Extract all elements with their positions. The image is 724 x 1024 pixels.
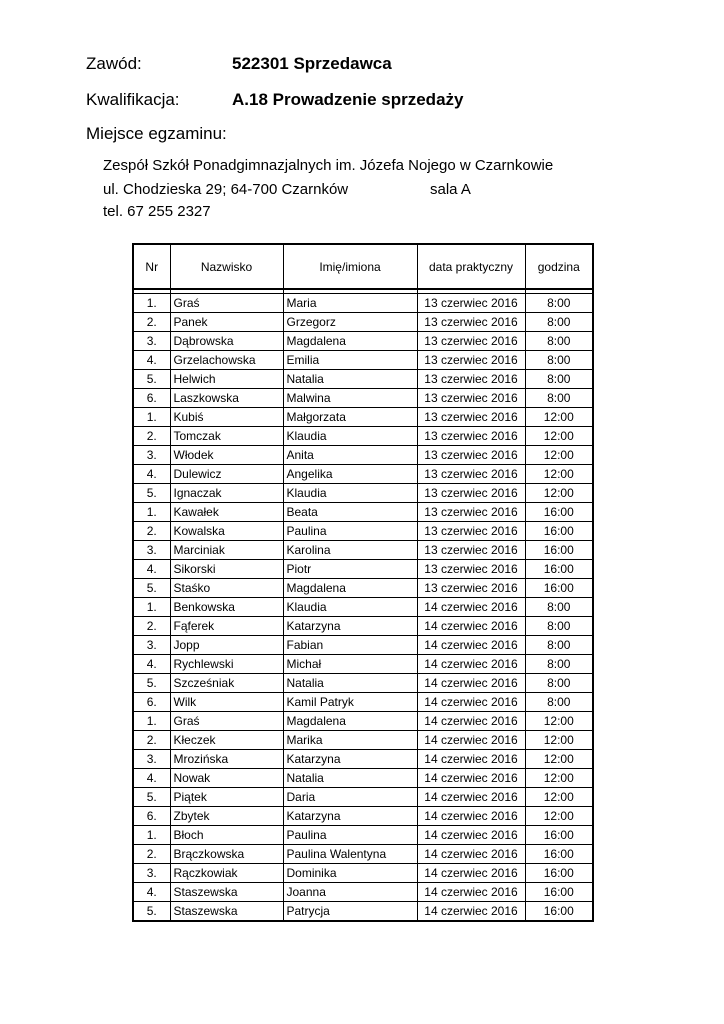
row-surname: Kawałek: [170, 503, 283, 522]
school-phone: tel. 67 255 2327: [103, 203, 211, 220]
row-time: 12:00: [525, 769, 593, 788]
row-first-name: Grzegorz: [283, 313, 417, 332]
row-time: 16:00: [525, 503, 593, 522]
row-first-name: Emilia: [283, 351, 417, 370]
row-time: 8:00: [525, 655, 593, 674]
row-date: 13 czerwiec 2016: [417, 294, 525, 313]
row-surname: Staśko: [170, 579, 283, 598]
table-row: [133, 883, 593, 902]
row-surname: Rączkowiak: [170, 864, 283, 883]
row-number: 5.: [133, 788, 170, 807]
table-row: [133, 560, 593, 579]
row-first-name: Magdalena: [283, 332, 417, 351]
row-date: 14 czerwiec 2016: [417, 712, 525, 731]
row-date: 14 czerwiec 2016: [417, 769, 525, 788]
row-date: 14 czerwiec 2016: [417, 750, 525, 769]
row-time: 8:00: [525, 294, 593, 313]
row-time: 8:00: [525, 389, 593, 408]
row-time: 16:00: [525, 579, 593, 598]
table-row: [133, 693, 593, 712]
row-surname: Brączkowska: [170, 845, 283, 864]
row-number: 5.: [133, 484, 170, 503]
qualification-label: Kwalifikacja:: [86, 90, 180, 109]
row-date: 13 czerwiec 2016: [417, 370, 525, 389]
row-number: 1.: [133, 408, 170, 427]
row-first-name: Maria: [283, 294, 417, 313]
row-number: 2.: [133, 845, 170, 864]
row-first-name: Katarzyna: [283, 750, 417, 769]
row-time: 16:00: [525, 864, 593, 883]
row-date: 14 czerwiec 2016: [417, 845, 525, 864]
row-surname: Kłeczek: [170, 731, 283, 750]
row-time: 16:00: [525, 883, 593, 902]
row-first-name: Patrycja: [283, 902, 417, 922]
row-number: 3.: [133, 636, 170, 655]
row-date: 14 czerwiec 2016: [417, 617, 525, 636]
table-row: [133, 826, 593, 845]
row-surname: Graś: [170, 294, 283, 313]
table-row: [133, 579, 593, 598]
exam-schedule-table: [132, 243, 594, 922]
row-time: 12:00: [525, 408, 593, 427]
row-date: 13 czerwiec 2016: [417, 503, 525, 522]
row-date: 14 czerwiec 2016: [417, 693, 525, 712]
row-first-name: Natalia: [283, 674, 417, 693]
row-date: 14 czerwiec 2016: [417, 788, 525, 807]
row-surname: Helwich: [170, 370, 283, 389]
row-surname: Wilk: [170, 693, 283, 712]
row-time: 12:00: [525, 712, 593, 731]
row-date: 14 czerwiec 2016: [417, 902, 525, 922]
row-date: 13 czerwiec 2016: [417, 408, 525, 427]
row-date: 13 czerwiec 2016: [417, 313, 525, 332]
row-first-name: Magdalena: [283, 579, 417, 598]
table-row: [133, 313, 593, 332]
table-row: [133, 427, 593, 446]
row-number: 1.: [133, 712, 170, 731]
row-time: 8:00: [525, 693, 593, 712]
table-row: [133, 655, 593, 674]
row-time: 16:00: [525, 522, 593, 541]
row-date: 14 czerwiec 2016: [417, 807, 525, 826]
row-number: 3.: [133, 446, 170, 465]
row-date: 14 czerwiec 2016: [417, 598, 525, 617]
row-surname: Marciniak: [170, 541, 283, 560]
row-number: 4.: [133, 883, 170, 902]
row-surname: Grzelachowska: [170, 351, 283, 370]
profession-label: Zawód:: [86, 54, 142, 73]
row-first-name: Katarzyna: [283, 807, 417, 826]
profession-row: [86, 54, 392, 74]
table-row: [133, 617, 593, 636]
row-time: 8:00: [525, 617, 593, 636]
row-date: 14 czerwiec 2016: [417, 864, 525, 883]
school-name: Zespół Szkół Ponadgimnazjalnych im. Józefa Nojego w Czarnkowie: [103, 157, 554, 174]
row-surname: Rychlewski: [170, 655, 283, 674]
row-number: 2.: [133, 313, 170, 332]
row-number: 1.: [133, 598, 170, 617]
table-row: [133, 522, 593, 541]
row-first-name: Angelika: [283, 465, 417, 484]
table-row: [133, 465, 593, 484]
row-time: 12:00: [525, 427, 593, 446]
row-date: 13 czerwiec 2016: [417, 389, 525, 408]
table-row: [133, 864, 593, 883]
row-time: 16:00: [525, 902, 593, 922]
row-first-name: Małgorzata: [283, 408, 417, 427]
row-time: 12:00: [525, 465, 593, 484]
row-surname: Zbytek: [170, 807, 283, 826]
row-time: 8:00: [525, 351, 593, 370]
row-first-name: Paulina Walentyna: [283, 845, 417, 864]
row-number: 3.: [133, 864, 170, 883]
table-row: [133, 408, 593, 427]
row-number: 4.: [133, 769, 170, 788]
table-body: [133, 294, 593, 922]
row-time: 8:00: [525, 598, 593, 617]
row-first-name: Katarzyna: [283, 617, 417, 636]
row-first-name: Magdalena: [283, 712, 417, 731]
row-number: 6.: [133, 693, 170, 712]
row-time: 8:00: [525, 674, 593, 693]
row-first-name: Kamil Patryk: [283, 693, 417, 712]
table-row: [133, 598, 593, 617]
row-surname: Ignaczak: [170, 484, 283, 503]
row-date: 14 czerwiec 2016: [417, 826, 525, 845]
row-first-name: Marika: [283, 731, 417, 750]
table-row: [133, 807, 593, 826]
header-date: data praktyczny: [417, 244, 525, 289]
row-time: 12:00: [525, 788, 593, 807]
row-number: 2.: [133, 617, 170, 636]
row-surname: Benkowska: [170, 598, 283, 617]
row-first-name: Fabian: [283, 636, 417, 655]
row-date: 13 czerwiec 2016: [417, 332, 525, 351]
row-date: 14 czerwiec 2016: [417, 731, 525, 750]
row-time: 12:00: [525, 731, 593, 750]
table-row: [133, 541, 593, 560]
row-first-name: Klaudia: [283, 598, 417, 617]
row-surname: Staszewska: [170, 883, 283, 902]
row-number: 5.: [133, 370, 170, 389]
row-number: 5.: [133, 902, 170, 922]
row-number: 2.: [133, 731, 170, 750]
row-time: 16:00: [525, 826, 593, 845]
table-row: [133, 902, 593, 922]
table-row: [133, 769, 593, 788]
row-first-name: Michał: [283, 655, 417, 674]
row-number: 4.: [133, 560, 170, 579]
row-date: 13 czerwiec 2016: [417, 446, 525, 465]
row-surname: Graś: [170, 712, 283, 731]
row-surname: Tomczak: [170, 427, 283, 446]
row-time: 8:00: [525, 332, 593, 351]
qualification-value: A.18 Prowadzenie sprzedaży: [232, 90, 464, 109]
row-surname: Błoch: [170, 826, 283, 845]
row-number: 4.: [133, 465, 170, 484]
row-surname: Włodek: [170, 446, 283, 465]
row-surname: Kubiś: [170, 408, 283, 427]
room-label: sala A: [430, 181, 471, 198]
row-first-name: Paulina: [283, 522, 417, 541]
table-row: [133, 674, 593, 693]
table-row: [133, 351, 593, 370]
row-time: 16:00: [525, 541, 593, 560]
row-surname: Nowak: [170, 769, 283, 788]
row-number: 3.: [133, 750, 170, 769]
row-surname: Jopp: [170, 636, 283, 655]
row-date: 13 czerwiec 2016: [417, 351, 525, 370]
row-surname: Piątek: [170, 788, 283, 807]
row-number: 4.: [133, 351, 170, 370]
row-date: 13 czerwiec 2016: [417, 427, 525, 446]
row-number: 3.: [133, 541, 170, 560]
row-time: 16:00: [525, 560, 593, 579]
row-number: 6.: [133, 807, 170, 826]
row-surname: Staszewska: [170, 902, 283, 922]
table-row: [133, 294, 593, 313]
row-first-name: Karolina: [283, 541, 417, 560]
row-time: 8:00: [525, 313, 593, 332]
row-number: 3.: [133, 332, 170, 351]
exam-location-label: Miejsce egzaminu:: [86, 124, 227, 143]
row-time: 12:00: [525, 807, 593, 826]
school-street: ul. Chodzieska 29; 64-700 Czarnków: [103, 181, 349, 198]
row-time: 16:00: [525, 845, 593, 864]
row-time: 8:00: [525, 636, 593, 655]
row-number: 1.: [133, 294, 170, 313]
row-first-name: Malwina: [283, 389, 417, 408]
table-row: [133, 446, 593, 465]
row-first-name: Natalia: [283, 370, 417, 389]
row-date: 13 czerwiec 2016: [417, 465, 525, 484]
row-surname: Kowalska: [170, 522, 283, 541]
table-row: [133, 484, 593, 503]
row-surname: Fąferek: [170, 617, 283, 636]
row-first-name: Dominika: [283, 864, 417, 883]
row-date: 13 czerwiec 2016: [417, 522, 525, 541]
header-time: godzina: [525, 244, 593, 289]
row-number: 2.: [133, 522, 170, 541]
row-number: 6.: [133, 389, 170, 408]
row-surname: Dulewicz: [170, 465, 283, 484]
table-row: [133, 750, 593, 769]
row-number: 2.: [133, 427, 170, 446]
row-surname: Laszkowska: [170, 389, 283, 408]
row-surname: Szcześniak: [170, 674, 283, 693]
row-surname: Mrozińska: [170, 750, 283, 769]
row-time: 12:00: [525, 484, 593, 503]
table-row: [133, 712, 593, 731]
row-time: 12:00: [525, 446, 593, 465]
row-surname: Dąbrowska: [170, 332, 283, 351]
row-first-name: Klaudia: [283, 427, 417, 446]
row-date: 14 czerwiec 2016: [417, 655, 525, 674]
row-time: 12:00: [525, 750, 593, 769]
row-number: 5.: [133, 674, 170, 693]
header-surname: Nazwisko: [170, 244, 283, 289]
header-first-name: Imię/imiona: [283, 244, 417, 289]
row-date: 14 czerwiec 2016: [417, 674, 525, 693]
row-first-name: Klaudia: [283, 484, 417, 503]
row-first-name: Paulina: [283, 826, 417, 845]
table-row: [133, 845, 593, 864]
header-nr: Nr: [133, 244, 170, 289]
row-number: 5.: [133, 579, 170, 598]
table-row: [133, 503, 593, 522]
row-number: 4.: [133, 655, 170, 674]
row-date: 13 czerwiec 2016: [417, 541, 525, 560]
row-time: 8:00: [525, 370, 593, 389]
row-first-name: Natalia: [283, 769, 417, 788]
row-date: 13 czerwiec 2016: [417, 484, 525, 503]
row-date: 13 czerwiec 2016: [417, 560, 525, 579]
table-row: [133, 370, 593, 389]
row-number: 1.: [133, 826, 170, 845]
row-first-name: Piotr: [283, 560, 417, 579]
table-row: [133, 389, 593, 408]
profession-value: 522301 Sprzedawca: [232, 54, 392, 73]
table-row: [133, 332, 593, 351]
table-row: [133, 636, 593, 655]
row-date: 13 czerwiec 2016: [417, 579, 525, 598]
table-row: [133, 731, 593, 750]
row-date: 14 czerwiec 2016: [417, 883, 525, 902]
row-first-name: Anita: [283, 446, 417, 465]
row-first-name: Beata: [283, 503, 417, 522]
row-number: 1.: [133, 503, 170, 522]
row-first-name: Daria: [283, 788, 417, 807]
qualification-row: [86, 90, 463, 110]
table-row: [133, 788, 593, 807]
row-surname: Panek: [170, 313, 283, 332]
row-first-name: Joanna: [283, 883, 417, 902]
table-header-row: [133, 244, 593, 289]
row-surname: Sikorski: [170, 560, 283, 579]
row-date: 14 czerwiec 2016: [417, 636, 525, 655]
